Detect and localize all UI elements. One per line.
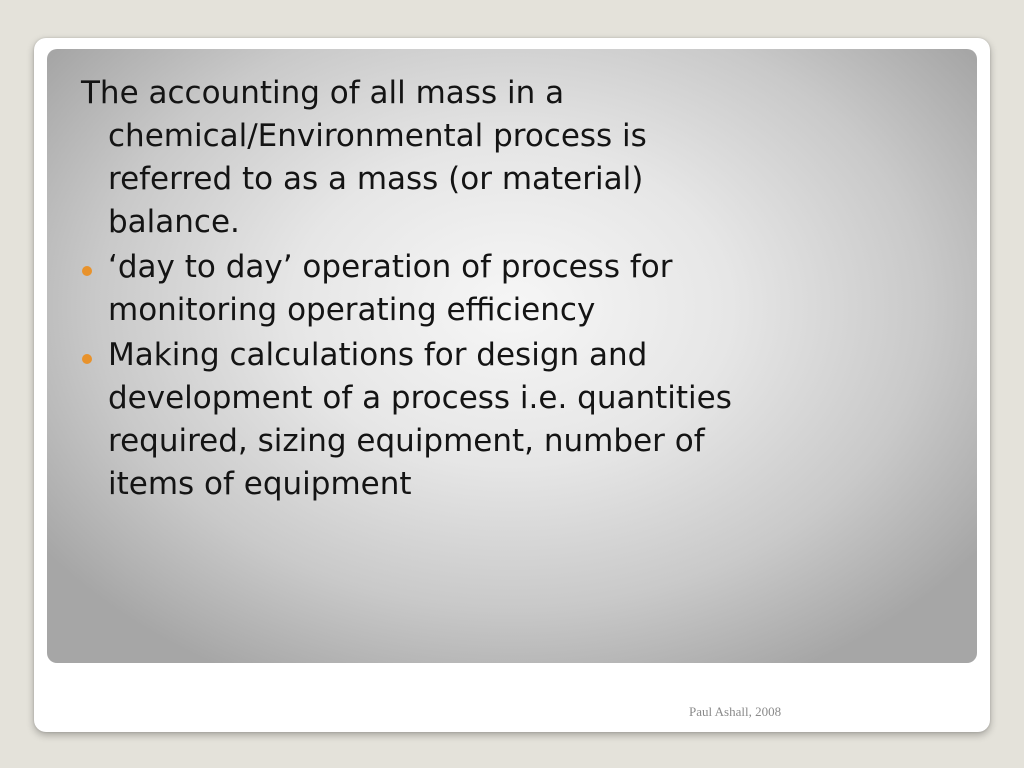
- text-line: Making calculations for design and: [108, 337, 648, 373]
- content-panel: [47, 49, 977, 663]
- text-line: chemical/Environmental process is: [108, 118, 647, 154]
- text-line: referred to as a mass (or material): [108, 161, 644, 197]
- bullet-dot: [82, 266, 92, 276]
- footer-author-year: Paul Ashall, 2008: [689, 704, 782, 719]
- text-line: items of equipment: [108, 466, 412, 502]
- paragraph-day-to-day-operation: [108, 246, 672, 332]
- text-line: The accounting of all mass in a: [81, 75, 565, 111]
- text-line: balance.: [108, 204, 240, 240]
- paragraph-making-calculations: [108, 334, 732, 506]
- paragraph-mass-balance-definition: [81, 72, 647, 244]
- text-line: monitoring operating efficiency: [108, 292, 596, 328]
- text-line: ‘day to day’ operation of process for: [108, 249, 673, 285]
- bullet-dot: [82, 354, 92, 364]
- text-line: required, sizing equipment, number of: [108, 423, 705, 459]
- text-line: development of a process i.e. quantities: [108, 380, 732, 416]
